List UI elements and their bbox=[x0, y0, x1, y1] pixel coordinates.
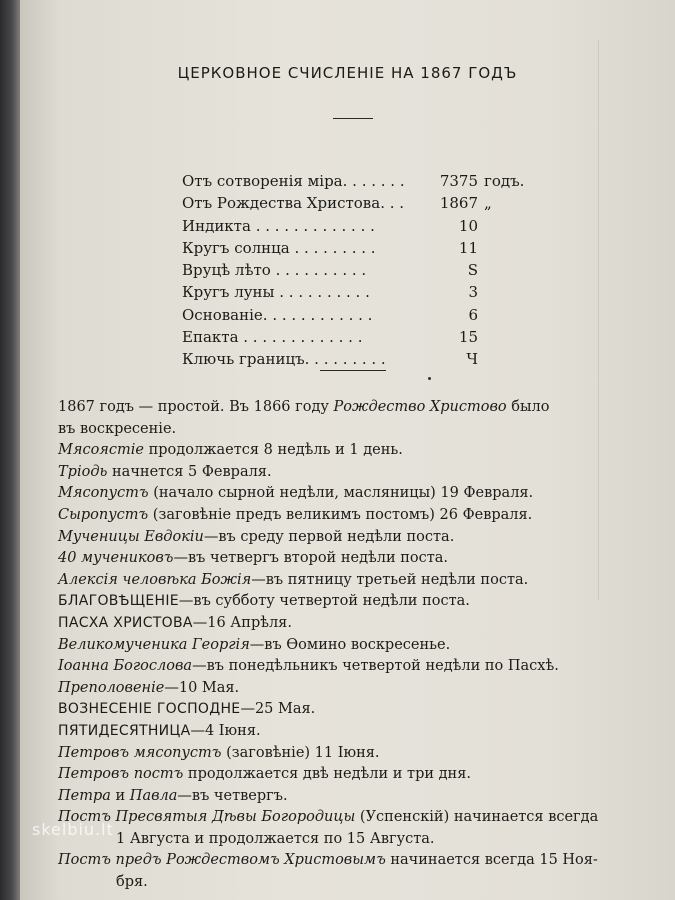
feast-name: Преполовеніе bbox=[58, 679, 165, 696]
feast-name: Алексія человѣка Божія bbox=[58, 571, 252, 588]
text-line bbox=[58, 656, 658, 678]
feast-name: Іоанна Богослова bbox=[58, 658, 193, 675]
text-run: и bbox=[110, 787, 130, 804]
book-spine bbox=[0, 0, 22, 900]
almanac-table bbox=[182, 172, 525, 373]
text-run: —4 Іюня. bbox=[190, 722, 261, 739]
ornament-dot bbox=[428, 377, 431, 380]
text-line bbox=[58, 635, 658, 657]
text-run: —въ среду первой недѣли поста. bbox=[203, 528, 455, 545]
text-line bbox=[58, 829, 658, 851]
text-line bbox=[58, 807, 658, 829]
almanac-value: 7375 bbox=[439, 172, 478, 190]
great-feast-name: ВОЗНЕСЕНІЕ ГОСПОДНЕ bbox=[58, 701, 241, 718]
text-line bbox=[58, 872, 658, 894]
text-run: 1867 годъ — простой. Въ 1866 году bbox=[58, 399, 334, 415]
almanac-row bbox=[182, 194, 512, 216]
text-run: —въ четвергъ второй недѣли поста. bbox=[173, 550, 449, 567]
feast-name: Петровъ постъ bbox=[58, 766, 184, 783]
text-line bbox=[58, 505, 658, 527]
almanac-value: 15 bbox=[458, 328, 478, 347]
almanac-value: 3 bbox=[468, 283, 478, 302]
text-line bbox=[58, 699, 658, 721]
almanac-label: Вруцѣ лѣто . . . . . . . . . . bbox=[182, 261, 367, 280]
almanac-label: Отъ Рождества Христова. . . bbox=[182, 194, 405, 213]
almanac-label: Основаніе. . . . . . . . . . . . bbox=[182, 305, 373, 324]
text-line bbox=[58, 483, 658, 505]
text-run: (заговѣніе предъ великимъ постомъ) 26 Февраля. bbox=[148, 506, 533, 523]
almanac-unit: годъ. bbox=[484, 172, 525, 190]
almanac-row bbox=[182, 283, 512, 305]
text-line bbox=[58, 850, 658, 872]
title-rule bbox=[333, 118, 373, 119]
almanac-label: Ключь границъ. . . . . . . . . bbox=[182, 350, 386, 369]
almanac-label: Индикта . . . . . . . . . . . . . bbox=[182, 216, 375, 235]
almanac-row bbox=[182, 217, 512, 239]
feast-name: Сыропустъ bbox=[58, 506, 149, 523]
text-run: —въ понедѣльникъ четвертой недѣли по Пасхѣ. bbox=[192, 658, 559, 675]
text-line bbox=[58, 591, 658, 613]
text-run: —въ Ѳомино воскресенье. bbox=[249, 636, 451, 653]
almanac-value: 1867 bbox=[439, 194, 478, 213]
great-feast-name: ПЯТИДЕСЯТНИЦА bbox=[58, 722, 191, 739]
text-run: —10 Мая. bbox=[164, 679, 240, 696]
text-run: въ воскресеніе. bbox=[58, 420, 177, 437]
text-line bbox=[58, 462, 658, 484]
almanac-value: 6 bbox=[468, 305, 478, 324]
text-run: (начало сырной недѣли, масляницы) 19 Февраля. bbox=[148, 485, 534, 502]
bleed-through-text bbox=[250, 10, 254, 24]
almanac-label: Отъ сотворенія міра. . . . . . . bbox=[182, 172, 405, 190]
text-run: —въ субботу четвертой недѣли поста. bbox=[178, 593, 470, 610]
feast-name: Мученицы Евдокіи bbox=[58, 528, 204, 545]
text-run: —25 Мая. bbox=[240, 701, 316, 718]
text-run: начнется 5 Февраля. bbox=[107, 463, 272, 480]
feast-name: Тріодь bbox=[58, 463, 108, 480]
text-run: —въ четвергъ. bbox=[177, 787, 288, 804]
text-line bbox=[58, 397, 658, 419]
feast-name: Петра bbox=[58, 787, 111, 804]
book-page bbox=[20, 0, 675, 900]
feast-name: Рождество Христово bbox=[333, 399, 507, 415]
almanac-value: 10 bbox=[458, 216, 478, 235]
feast-name: Павла bbox=[129, 787, 178, 804]
section-rule bbox=[320, 370, 386, 371]
text-run: было bbox=[506, 399, 550, 415]
calendar-text bbox=[58, 397, 658, 894]
text-run: продолжается двѣ недѣли и три дня. bbox=[183, 766, 471, 783]
almanac-row bbox=[182, 261, 512, 283]
text-line bbox=[58, 527, 658, 549]
great-feast-name: БЛАГОВѢЩЕНІЕ bbox=[58, 593, 179, 610]
text-run: продолжается 8 недѣль и 1 день. bbox=[144, 442, 403, 459]
text-line bbox=[58, 548, 658, 570]
almanac-row bbox=[182, 328, 512, 350]
text-run: (заговѣніе) 11 Іюня. bbox=[221, 744, 380, 761]
text-line bbox=[58, 721, 658, 743]
page-title: ЦЕРКОВНОЕ СЧИСЛЕНІЕ НА 1867 ГОДЪ bbox=[177, 64, 518, 82]
feast-name: Постъ предъ Рождествомъ Христовымъ bbox=[58, 852, 386, 869]
feast-name: Мясоястіе bbox=[58, 442, 144, 459]
almanac-value: S bbox=[467, 261, 478, 280]
almanac-value: Ч bbox=[466, 350, 478, 369]
great-feast-name: ПАСХА ХРИСТОВА bbox=[58, 614, 193, 631]
feast-name: Постъ Пресвятыя Дѣвы Богородицы bbox=[58, 809, 356, 826]
feast-name: Мясопустъ bbox=[58, 485, 149, 502]
text-run: (Успенскій) начинается всегда bbox=[355, 809, 599, 826]
text-run: 1 Августа и продолжается по 15 Августа. bbox=[116, 830, 435, 847]
text-line bbox=[58, 786, 658, 808]
feast-name: 40 мучениковъ bbox=[58, 550, 174, 567]
text-run: бря. bbox=[116, 874, 148, 891]
almanac-label: Кругъ луны . . . . . . . . . . bbox=[182, 283, 370, 302]
almanac-row bbox=[182, 239, 512, 261]
feast-name: Петровъ мясопустъ bbox=[58, 744, 222, 761]
text-run: —въ пятницу третьей недѣли поста. bbox=[251, 571, 529, 588]
text-run: начинается всегда 15 Ноя- bbox=[385, 852, 598, 869]
text-line bbox=[58, 743, 658, 765]
almanac-row bbox=[182, 306, 512, 328]
text-line bbox=[58, 570, 658, 592]
almanac-row bbox=[182, 172, 525, 194]
almanac-value: 11 bbox=[458, 238, 478, 257]
text-line bbox=[58, 764, 658, 786]
text-line bbox=[58, 419, 658, 441]
text-line bbox=[58, 440, 658, 462]
almanac-label: Епакта . . . . . . . . . . . . . bbox=[182, 328, 363, 347]
almanac-unit: „ bbox=[484, 194, 492, 213]
text-run: —16 Апрѣля. bbox=[192, 614, 292, 631]
text-line bbox=[58, 678, 658, 700]
text-line bbox=[58, 613, 658, 635]
almanac-label: Кругъ солнца . . . . . . . . . bbox=[182, 238, 376, 257]
watermark: skelbiu.lt bbox=[32, 820, 114, 839]
feast-name: Великомученика Георгія bbox=[58, 636, 250, 653]
